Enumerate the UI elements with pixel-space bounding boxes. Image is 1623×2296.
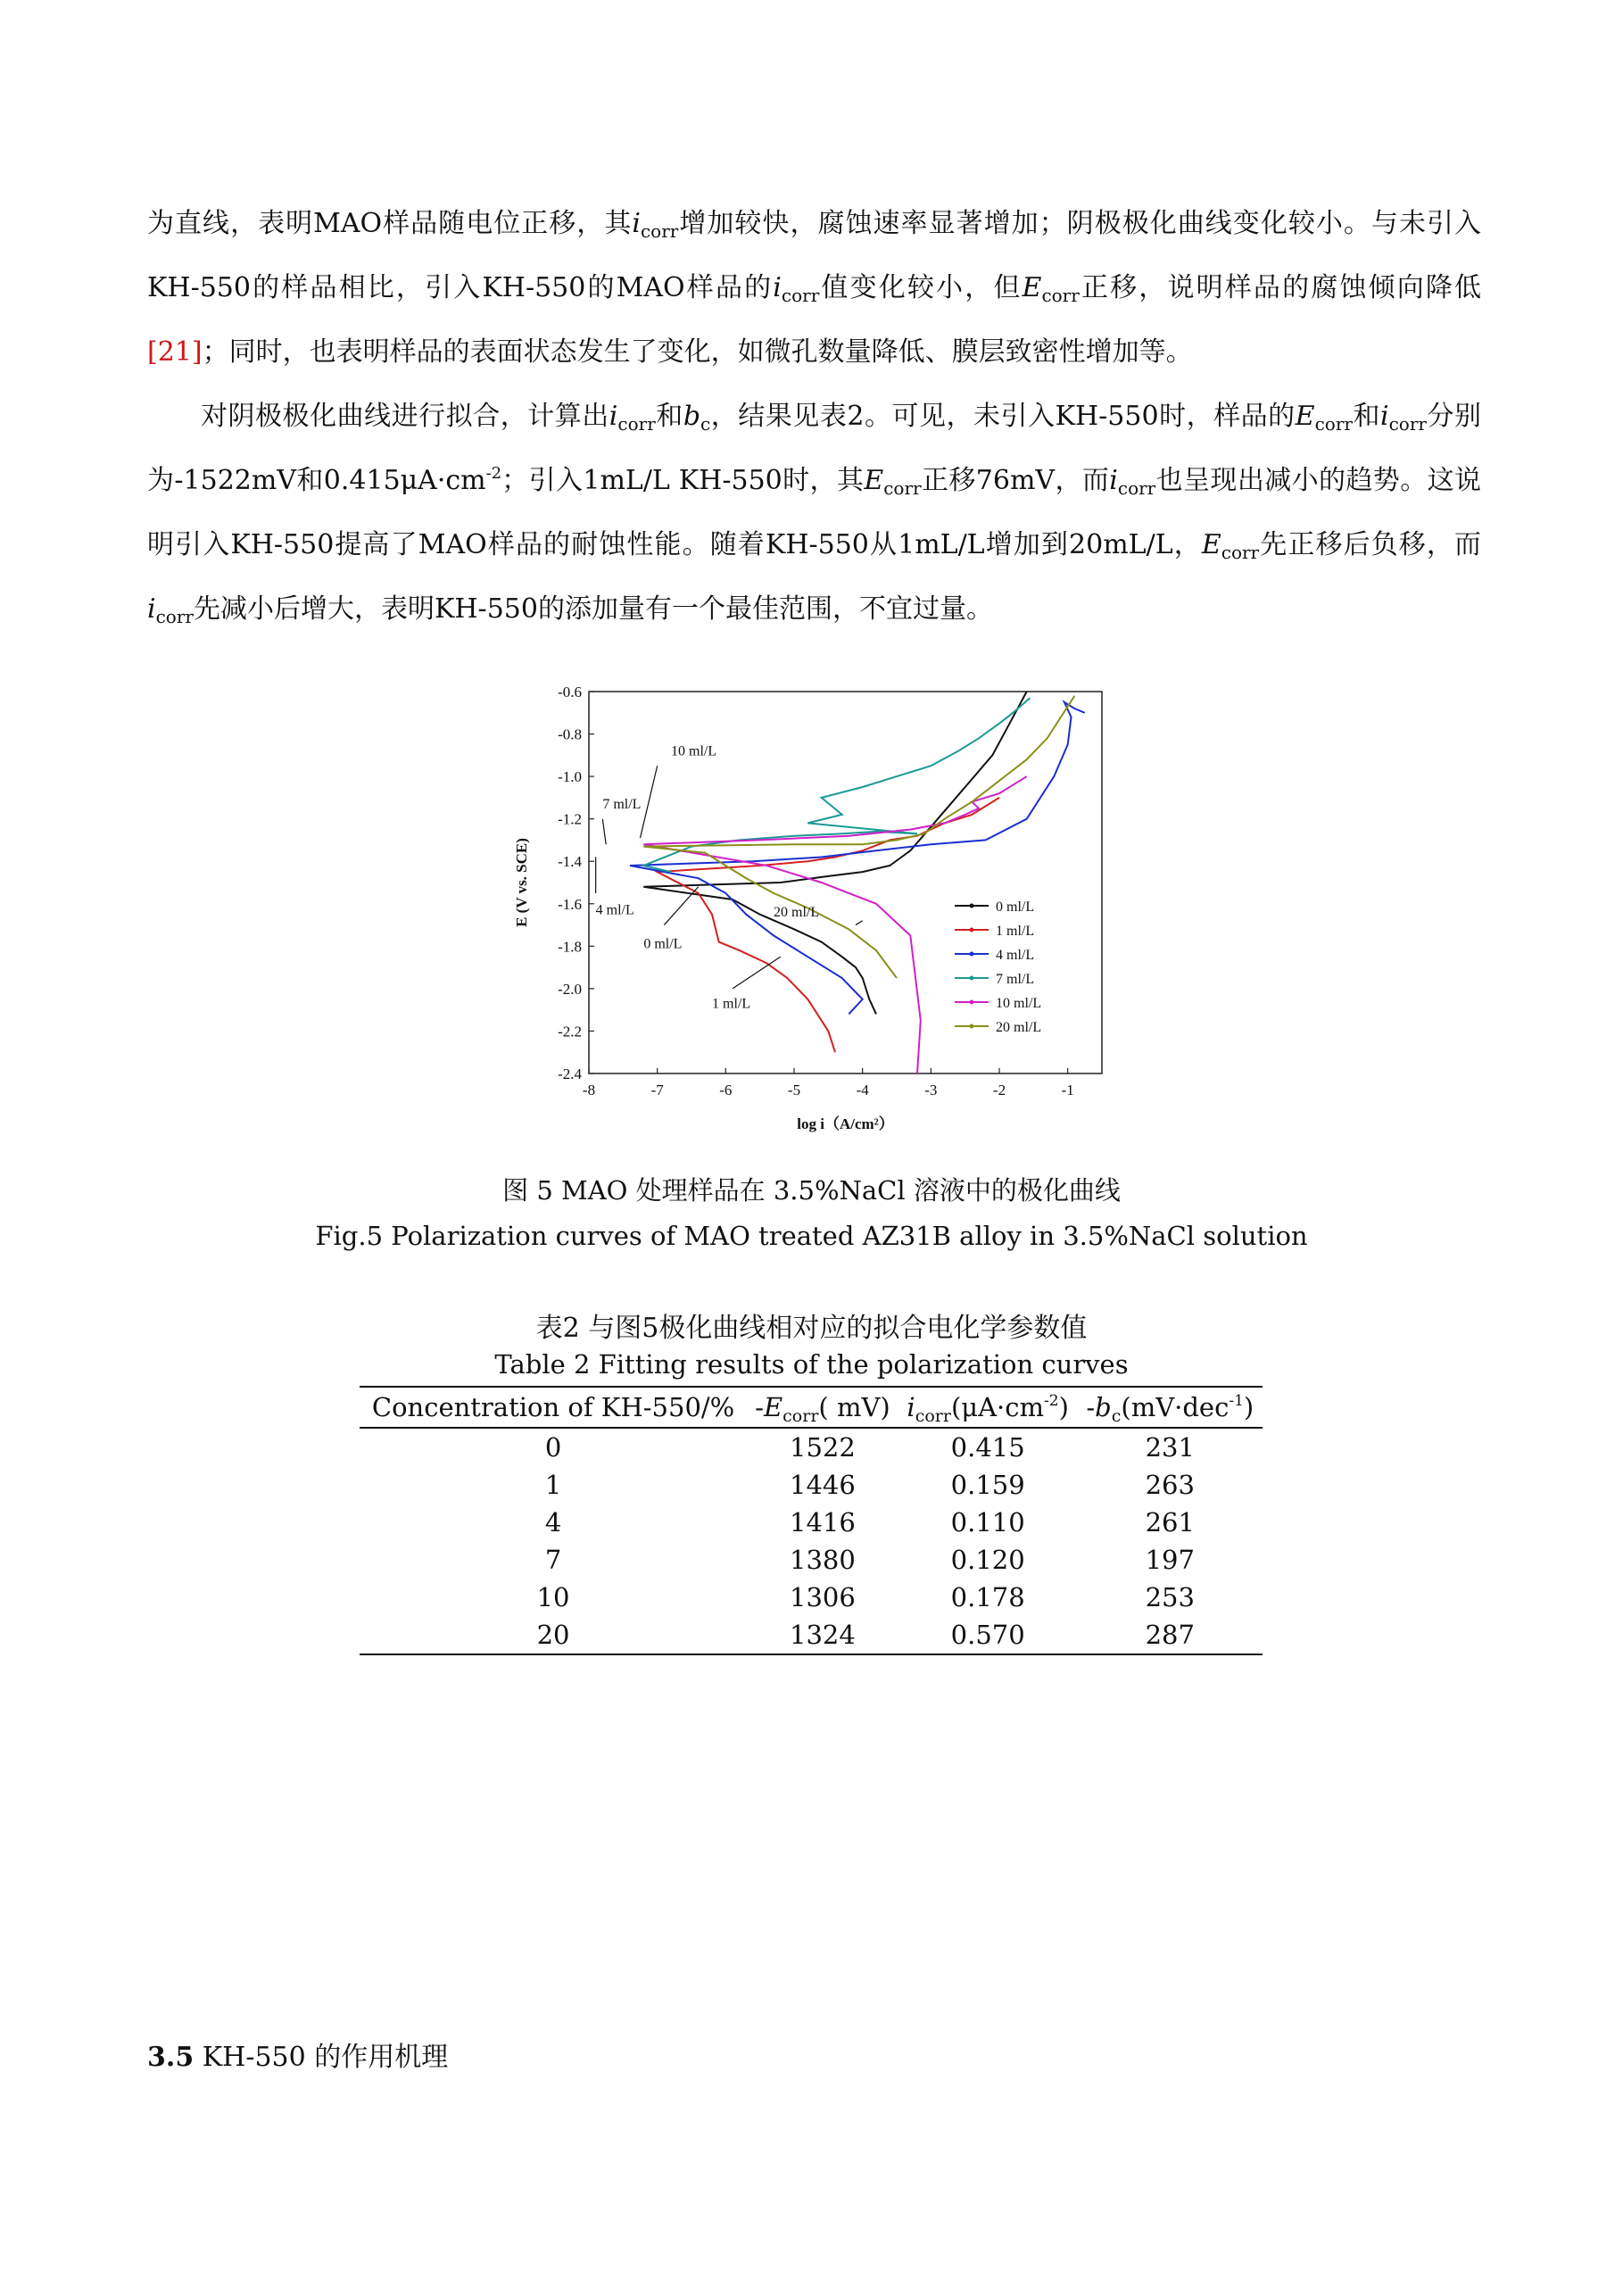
figure-caption-cn: 图 5 MAO 处理样品在 3.5%NaCl 溶液中的极化曲线 <box>502 1175 1121 1206</box>
x-tick-label: -4 <box>856 1082 869 1098</box>
table-cell: 10 <box>536 1582 570 1612</box>
table-cell: 1324 <box>747 1616 898 1654</box>
table-row <box>360 1579 1263 1616</box>
col-header-icorr: $i_{corr}(\mu A\cdot cm^{-2})$ <box>898 1387 1078 1428</box>
series-line <box>643 776 1026 1073</box>
table-cell: 1522 <box>790 1432 856 1463</box>
x-tick-label: -2 <box>992 1082 1006 1098</box>
annotation-label: 10 ml/L <box>671 743 717 759</box>
series-line <box>658 798 999 1052</box>
table-cell: 20 <box>360 1616 747 1654</box>
legend-label: 7 ml/L <box>996 972 1035 987</box>
table-cell: 7 <box>544 1545 562 1575</box>
table-header-row <box>360 1387 1263 1428</box>
y-tick-label: -2.0 <box>558 980 582 998</box>
annotation-label: 0 ml/L <box>643 936 683 952</box>
paragraph-2: 对阴极极化曲线进行拟合，计算出$i_{corr}$和$b_c$，结果见表2。可见，未引入KH-550时，样品的$E_{corr}$和$i_{corr}$分别为-1522mV和$0.415\mu A\cdot cm^{-2}$；引入1mL/L KH-550时，其$E_{corr}$正移76mV，而$i_{corr}$也呈现出减小的趋势。这说明引入KH-550提高了MAO样品的耐蚀性能。随着KH-550从1mL/L增加到20mL/L，$E_{corr}$先正移后负移，而$i_{corr}$先减小后增大，表明KH-550的添加量有一个最佳范围，不宜过量。 <box>147 401 1482 627</box>
legend-label: 0 ml/L <box>996 899 1035 915</box>
table-cell: 287 <box>1078 1616 1263 1654</box>
annotation-leader <box>602 819 606 845</box>
annotation-leader <box>856 921 863 925</box>
table-cell: 0.159 <box>950 1470 1025 1500</box>
table-row <box>360 1504 1263 1541</box>
annotation-label: 4 ml/L <box>595 902 634 918</box>
legend-marker <box>970 976 974 981</box>
y-tick-label: -1.2 <box>558 810 582 828</box>
table-cell: 197 <box>1145 1545 1195 1575</box>
table-row <box>360 1616 1263 1654</box>
legend-label: 10 ml/L <box>996 996 1042 1011</box>
citation-link[interactable]: [21] <box>147 336 203 368</box>
paragraph-1: 为直线，表明MAO样品随电位正移，其$i_{corr}$增加较快，腐蚀速率显著增加；阴极极化曲线变化较小。与未引入KH-550的样品相比，引入KH-550的MAO样品的$i_{corr}$值变化较小，但$E_{corr}$正移，说明样品的腐蚀倾向降低[21]；同时，也表明样品的表面状态发生了变化，如微孔数量降低、膜层致密性增加等。 <box>147 208 1482 368</box>
annotation-leader <box>733 957 781 989</box>
table-cell: 1306 <box>790 1582 856 1612</box>
annotation-label: 7 ml/L <box>602 796 642 812</box>
table-cell: 231 <box>1145 1432 1195 1463</box>
legend-marker <box>970 904 974 908</box>
x-axis-label: log i（A/cm²） <box>797 1115 894 1132</box>
table-cell: 1380 <box>790 1545 856 1575</box>
table-row <box>360 1428 1263 1466</box>
legend-marker <box>970 928 974 932</box>
table-cell: 1446 <box>790 1470 856 1500</box>
col-header-ecorr: $-E_{corr}$( mV) <box>747 1387 898 1428</box>
x-tick-label: -8 <box>582 1082 596 1098</box>
table-cell: 263 <box>1145 1470 1195 1500</box>
legend-marker <box>970 952 974 957</box>
table-cell: 1 <box>544 1470 562 1500</box>
x-tick-label: -5 <box>787 1082 801 1098</box>
table-cell: 253 <box>1145 1582 1195 1612</box>
annotation-label: 1 ml/L <box>712 996 751 1012</box>
table-cell: 261 <box>1145 1507 1195 1538</box>
x-tick-label: -1 <box>1061 1082 1074 1098</box>
table-row <box>360 1466 1263 1504</box>
y-tick-label: -1.0 <box>558 768 582 786</box>
table-cell: 0.415 <box>950 1432 1025 1463</box>
figure-caption-en: Fig.5 Polarization curves of MAO treated AZ31B alloy in 3.5%NaCl solution <box>315 1221 1308 1251</box>
legend-label: 20 ml/L <box>996 1020 1042 1035</box>
table-title-cn: 表2 与图5极化曲线相对应的拟合电化学参数值 <box>535 1313 1088 1344</box>
table-cell: 4 <box>544 1507 562 1538</box>
legend-marker <box>970 1024 974 1029</box>
table-cell: 0.120 <box>950 1545 1025 1575</box>
legend-marker <box>970 1000 974 1005</box>
y-tick-label: -1.4 <box>558 853 582 871</box>
annotation-leader <box>641 766 658 838</box>
legend-label: 4 ml/L <box>996 948 1035 963</box>
section-heading: 3.5 KH-550 的作用机理 <box>147 2042 449 2073</box>
y-tick-label: -2.4 <box>558 1065 582 1082</box>
x-tick-label: -6 <box>719 1082 733 1098</box>
fitting-results-table <box>360 1386 1263 1655</box>
table-cell: 0.178 <box>950 1582 1025 1612</box>
table-row <box>360 1541 1263 1579</box>
table-cell: 1416 <box>790 1507 856 1538</box>
plot-frame <box>589 692 1102 1073</box>
y-tick-label: -1.6 <box>558 895 582 913</box>
legend-label: 1 ml/L <box>996 924 1035 939</box>
y-tick-label: -2.2 <box>558 1023 582 1040</box>
annotation-label: 20 ml/L <box>774 905 820 921</box>
y-axis-label: E (V vs. SCE) <box>513 838 530 927</box>
table-title-en: Table 2 Fitting results of the polarization curves <box>494 1349 1129 1380</box>
y-tick-label: -0.6 <box>558 684 582 700</box>
col-header-concentration: Concentration of KH-550/% <box>360 1387 747 1428</box>
x-tick-label: -7 <box>650 1082 664 1098</box>
y-tick-label: -0.8 <box>558 725 582 743</box>
col-header-bc: $-b_c(mV\cdot dec^{-1})$ <box>1078 1387 1263 1428</box>
table-cell: 0 <box>544 1432 562 1463</box>
x-tick-label: -3 <box>924 1082 938 1098</box>
y-tick-label: -1.8 <box>558 938 582 956</box>
polarization-chart <box>500 674 1124 1151</box>
table-cell: 0.570 <box>898 1616 1078 1654</box>
table-cell: 0.110 <box>950 1507 1025 1538</box>
